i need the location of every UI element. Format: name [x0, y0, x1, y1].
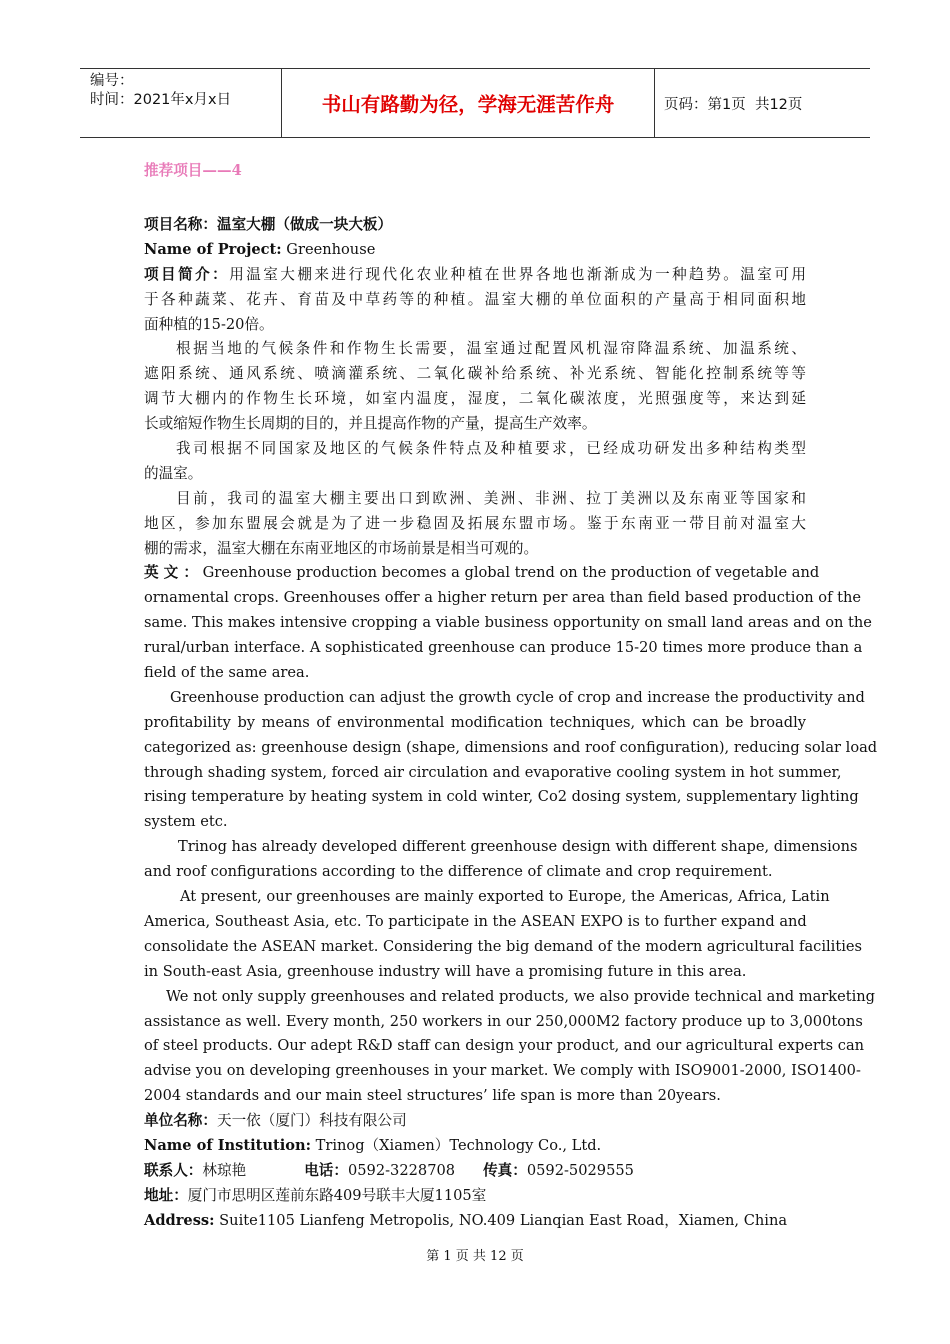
unit-name: 天一依（厦门）科技有限公司	[216, 1112, 407, 1130]
english-paragraph-1	[144, 561, 872, 685]
text-line: consolidate the ASEAN market. Considering the big demand of the modern agricultural facilities	[144, 937, 862, 955]
institution-name: Trinog（Xiamen）Technology Co., Ltd.	[311, 1136, 602, 1154]
text-line: and roof configurations according to the difference of climate and crop requirement.	[144, 863, 773, 881]
text-line: 目前，我司的温室大棚主要出口到欧洲、美洲、非洲、拉丁美洲以及东南亚等国家和	[176, 489, 806, 507]
intro-line: 面种植的15-20倍。	[144, 315, 274, 333]
intro-line: 于各种蔬菜、花卉、育苗及中草药等的种植。温室大棚的单位面积的产量高于相同面积地	[144, 290, 806, 308]
phone-number: 0592-3228708	[347, 1161, 456, 1179]
paragraph-3	[144, 437, 806, 487]
english-paragraph-3	[144, 835, 858, 885]
document-body	[144, 158, 878, 1234]
text-line: 调节大棚内的作物生长环境，如室内温度，湿度，二氧化碳浓度，光照强度等，来达到延	[144, 390, 806, 408]
intro-paragraph	[144, 263, 806, 338]
header-meta	[80, 69, 282, 137]
address-cn: 厦门市思明区莲前东路409号联丰大厦1105室	[187, 1186, 487, 1204]
contact-label: 联系人：	[144, 1161, 203, 1179]
text-line: system etc.	[144, 813, 228, 831]
project-name: 温室大棚（做成一块大板）	[216, 216, 393, 233]
text-line: 根据当地的气候条件和作物生长需要，温室通过配置风机湿帘降温系统、加温系统、	[176, 340, 806, 358]
text-line: advise you on developing greenhouses in your market. We comply with ISO9001-2000, ISO1400-	[144, 1062, 861, 1080]
text-line: 2004 standards and our main steel structures’ life span is more than 20years.	[144, 1087, 721, 1105]
text-line: same. This makes intensive cropping a viable business opportunity on small land areas and on the	[144, 614, 872, 632]
project-name-line	[144, 213, 806, 238]
paragraph-2	[144, 337, 806, 437]
address-en-label: Address:	[144, 1211, 215, 1229]
address-en-line	[144, 1209, 806, 1234]
page-label: 页码：第1页 共12页	[664, 96, 803, 113]
text-line: 英 文 ： Greenhouse production becomes a global trend on the production of vegetable and	[144, 564, 820, 582]
text-line: 长或缩短作物生长周期的目的，并且提高作物的产量，提高生产效率。	[144, 415, 597, 433]
page-header	[80, 68, 870, 138]
text-line: America, Southeast Asia, etc. To participate in the ASEAN EXPO is to further expand and	[144, 912, 807, 930]
fax-label: 传真：	[483, 1161, 527, 1179]
text-line: 地区，参加东盟展会就是为了进一步稳固及拓展东盟市场。鉴于东南亚一带目前对温室大	[144, 514, 806, 532]
contact-line	[144, 1159, 806, 1184]
text-line: in South-east Asia, greenhouse industry will have a promising future in this area.	[144, 962, 747, 980]
name-of-project-label: Name of Project:	[144, 240, 282, 258]
intro-label: 项目简介：	[144, 265, 230, 283]
time-label: 时间：2021年x月x日	[90, 92, 232, 108]
text-line: assistance as well. Every month, 250 workers in our 250,000M2 factory produce up to 3,000tons	[144, 1012, 863, 1030]
text-line: categorized as: greenhouse design (shape, dimensions and roof configuration), reducing solar load	[144, 738, 878, 756]
text-line: rising temperature by heating system in cold winter, Co2 dosing system, supplementary lighting	[144, 788, 859, 806]
text-line: Trinog has already developed different greenhouse design with different shape, dimensions	[178, 838, 858, 856]
text-line: We not only supply greenhouses and related products, we also provide technical and marketing	[166, 987, 876, 1005]
english-label: 英 文 ：	[144, 564, 198, 582]
intro-line: 项目简介：用温室大棚来进行现代化农业种植在世界各地也渐渐成为一种趋势。温室可用	[144, 265, 806, 283]
address-cn-label: 地址：	[144, 1186, 188, 1204]
text-line: Greenhouse production can adjust the growth cycle of crop and increase the productivity and	[170, 688, 865, 706]
header-motto: 书山有路勤为径，学海无涯苦作舟	[282, 69, 655, 137]
header-page	[655, 69, 870, 137]
text-line: 我司根据不同国家及地区的气候条件特点及种植要求，已经成功研发出多种结构类型	[176, 440, 806, 458]
address-en: Suite1105 Lianfeng Metropolis, NO.409 Lianqian East Road，Xiamen, China	[214, 1211, 788, 1229]
contact-name: 林琼艳	[202, 1161, 247, 1179]
english-paragraph-2	[144, 686, 878, 835]
unit-label: 单位名称：	[144, 1112, 217, 1130]
institution-label: Name of Institution:	[144, 1136, 312, 1154]
name-of-project-line	[144, 238, 806, 263]
recommend-heading: 推荐项目——4	[144, 162, 242, 179]
institution-line	[144, 1134, 806, 1159]
page-footer: 第 1 页 共 12 页	[426, 1249, 524, 1264]
text-line: rural/urban interface. A sophisticated greenhouse can produce 15-20 times more produce than a	[144, 639, 863, 657]
project-name-label: 项目名称：	[144, 216, 217, 233]
text-line: field of the same area.	[144, 664, 310, 682]
english-paragraph-4	[144, 885, 862, 985]
text-line: profitability by means of environmental modification techniques, which can be broadly	[144, 713, 806, 731]
text-line: 遮阳系统、通风系统、喷滴灌系统、二氧化碳补给系统、补光系统、智能化控制系统等等	[144, 365, 806, 383]
name-of-project: Greenhouse	[281, 240, 376, 258]
text-line: 棚的需求，温室大棚在东南亚地区的市场前景是相当可观的。	[144, 539, 539, 557]
address-cn-line	[144, 1184, 806, 1209]
text-line: 的温室。	[144, 464, 203, 482]
text-line: At present, our greenhouses are mainly exported to Europe, the Americas, Africa, Latin	[180, 888, 830, 906]
fax-number: 0592-5029555	[526, 1161, 634, 1179]
text-line: of steel products. Our adept R&D staff can design your product, and our agricultural experts can	[144, 1037, 865, 1055]
text-line: through shading system, forced air circulation and evaporative cooling system in hot summer,	[144, 763, 842, 781]
text-line: ornamental crops. Greenhouses offer a higher return per area than field based production of the	[144, 589, 862, 607]
phone-label: 电话：	[304, 1161, 348, 1179]
unit-line	[144, 1109, 806, 1134]
english-paragraph-5	[144, 985, 876, 1109]
paragraph-4	[144, 487, 806, 562]
number-label: 编号：	[90, 73, 134, 89]
